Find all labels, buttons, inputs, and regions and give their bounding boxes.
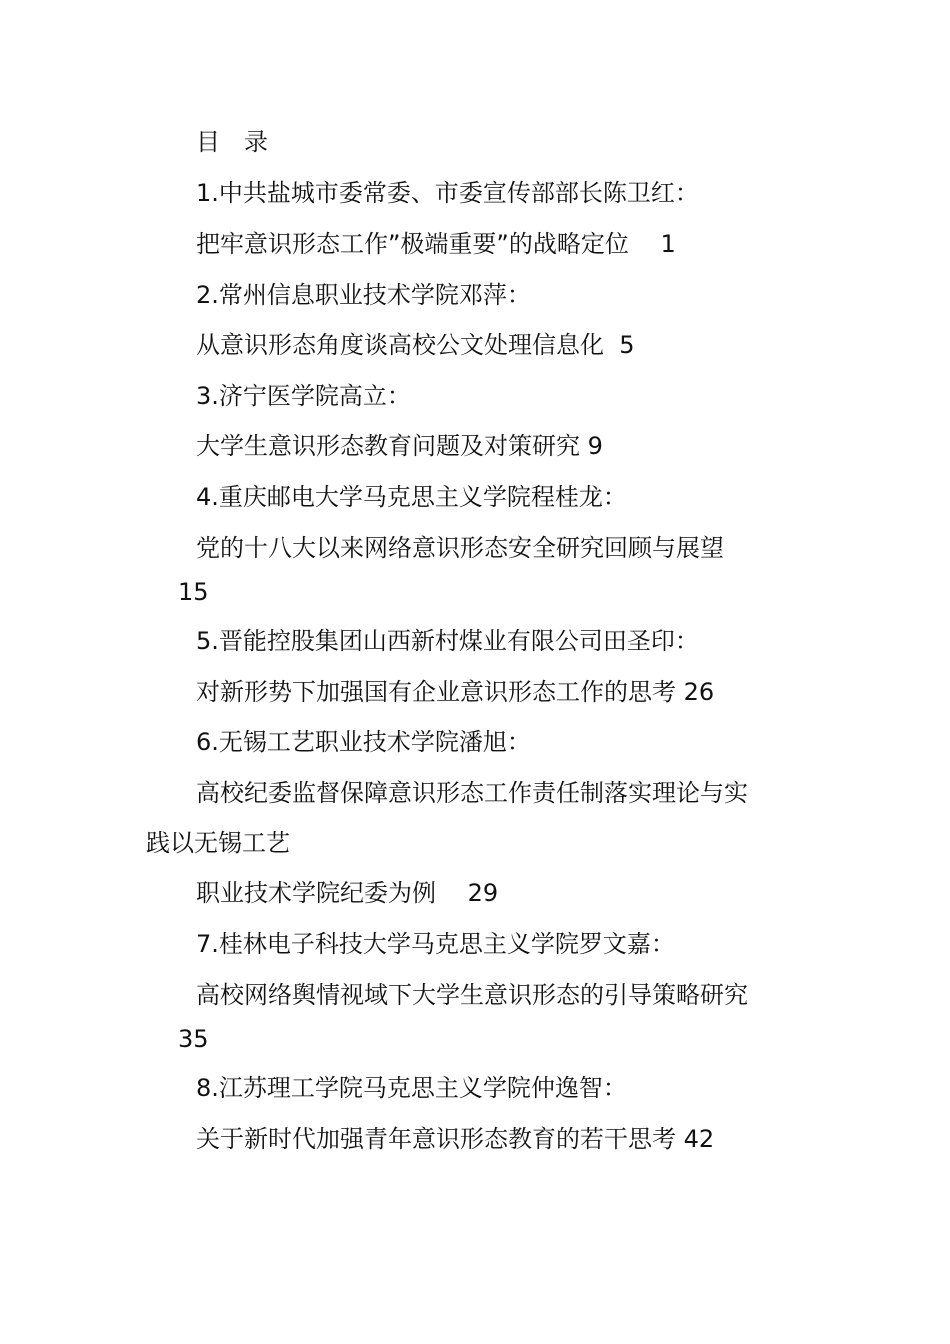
toc-title: 目 录 xyxy=(196,128,268,156)
toc-entry-page-number: 35 xyxy=(178,1025,209,1053)
toc-entry-author: 6.无锡工艺职业技术学院潘旭： xyxy=(196,728,531,756)
toc-entry-title: 党的十八大以来网络意识形态安全研究回顾与展望 xyxy=(196,534,724,562)
toc-entry-title: 关于新时代加强青年意识形态教育的若干思考 42 xyxy=(196,1125,715,1153)
toc-entry-author: 5.晋能控股集团山西新村煤业有限公司田圣印： xyxy=(196,627,699,655)
toc-entry-title: 从意识形态角度谈高校公文处理信息化 5 xyxy=(196,331,635,359)
toc-entry-author: 1.中共盐城市委常委、市委宣传部部长陈卫红： xyxy=(196,179,699,207)
toc-entry-title-continuation: 践以无锡工艺 xyxy=(146,829,290,857)
toc-entry-author: 4.重庆邮电大学马克思主义学院程桂龙： xyxy=(196,483,627,511)
toc-entry-title: 对新形势下加强国有企业意识形态工作的思考 26 xyxy=(196,678,715,706)
toc-entry-author: 2.常州信息职业技术学院邓萍： xyxy=(196,281,531,309)
toc-entry-title: 把牢意识形态工作”极端重要”的战略定位 1 xyxy=(196,230,676,258)
toc-entry-title: 高校网络舆情视域下大学生意识形态的引导策略研究 xyxy=(196,981,748,1009)
toc-entry-author: 8.江苏理工学院马克思主义学院仲逸智： xyxy=(196,1074,627,1102)
toc-entry-title: 大学生意识形态教育问题及对策研究 9 xyxy=(196,432,603,460)
toc-entry-page-number: 15 xyxy=(178,578,209,606)
toc-entry-author: 3.济宁医学院高立： xyxy=(196,382,411,410)
toc-entry-title-continuation: 职业技术学院纪委为例 29 xyxy=(196,879,499,907)
toc-entry-author: 7.桂林电子科技大学马克思主义学院罗文嘉： xyxy=(196,930,675,958)
toc-entry-title: 高校纪委监督保障意识形态工作责任制落实理论与实 xyxy=(196,779,748,807)
